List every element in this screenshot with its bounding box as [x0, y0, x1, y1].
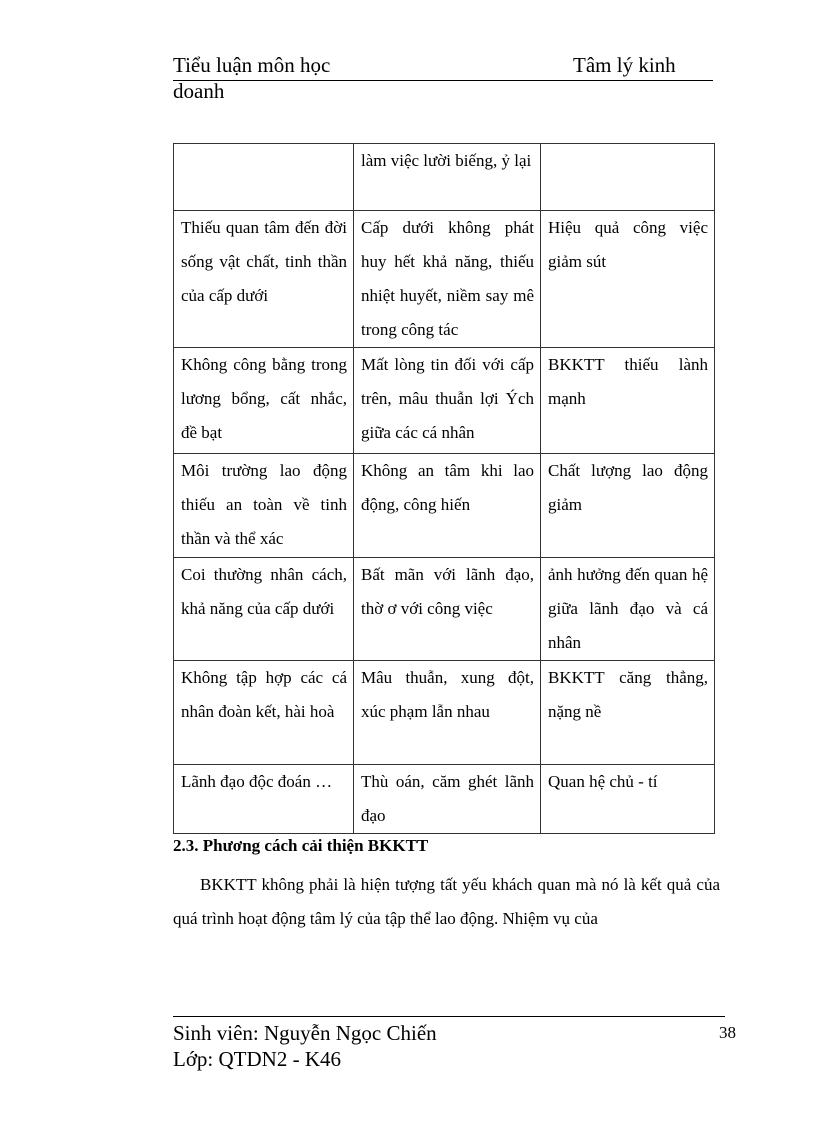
header-rule	[173, 80, 713, 81]
table-cell: Chất lượng lao động giảm	[541, 454, 715, 558]
table-cell: Coi thường nhân cách, khả năng của cấp dưới	[174, 558, 354, 661]
table-row	[174, 144, 715, 211]
header-subject-continuation: doanh	[173, 79, 225, 103]
table-cell: Không tập hợp các cá nhân đoàn kết, hài hoà	[174, 661, 354, 765]
table-cell: Quan hệ chủ - tí	[541, 765, 715, 834]
table-cell: ảnh hưởng đến quan hệ giữa lãnh đạo và cá nhân	[541, 558, 715, 661]
table-row	[174, 454, 715, 558]
table-cell: làm việc lười biếng, ỷ lại	[354, 144, 541, 211]
table-cell: Cấp dưới không phát huy hết khả năng, thiếu nhiệt huyết, niềm say mê trong công tác	[354, 211, 541, 348]
page-number: 38	[719, 1023, 736, 1042]
table-cell	[174, 144, 354, 211]
table-cell: Thiếu quan tâm đến đời sống vật chất, tinh thần của cấp dưới	[174, 211, 354, 348]
table-row	[174, 661, 715, 765]
table-row	[174, 558, 715, 661]
table-cell: Bất mãn với lãnh đạo, thờ ơ với công việc	[354, 558, 541, 661]
table-cell: Môi trường lao động thiếu an toàn về tinh thần và thể xác	[174, 454, 354, 558]
table-cell: BKKTT căng thẳng, nặng nề	[541, 661, 715, 765]
table-row	[174, 348, 715, 454]
comparison-table	[173, 143, 715, 834]
header-course-title: Tiểu luận môn học	[173, 53, 331, 77]
table-cell: Không an tâm khi lao động, công hiến	[354, 454, 541, 558]
table-cell: Mâu thuẫn, xung đột, xúc phạm lẫn nhau	[354, 661, 541, 765]
table-cell	[541, 144, 715, 211]
section-heading: 2.3. Phương cách cải thiện BKKTT	[173, 836, 429, 855]
footer-rule	[173, 1016, 725, 1017]
footer-student-name: Sinh viên: Nguyễn Ngọc Chiến	[173, 1021, 437, 1045]
table-cell: Lãnh đạo độc đoán …	[174, 765, 354, 834]
table-row	[174, 765, 715, 834]
table-cell: Hiệu quả công việc giảm sút	[541, 211, 715, 348]
table-cell: BKKTT thiếu lành mạnh	[541, 348, 715, 454]
table-row	[174, 211, 715, 348]
table-cell: Mất lòng tin đối với cấp trên, mâu thuẫn lợi Ých giữa các cá nhân	[354, 348, 541, 454]
body-paragraph: BKKTT không phải là hiện tượng tất yếu khách quan mà nó là kết quả của quá trình hoạt động tâm lý của tập thể lao động. Nhiệm vụ của	[173, 875, 720, 928]
footer-class: Lớp: QTDN2 - K46	[173, 1047, 341, 1071]
table-cell: Không công bằng trong lương bổng, cất nhắc, đề bạt	[174, 348, 354, 454]
header-subject: Tâm lý kinh	[573, 53, 676, 77]
table-cell: Thù oán, căm ghét lãnh đạo	[354, 765, 541, 834]
